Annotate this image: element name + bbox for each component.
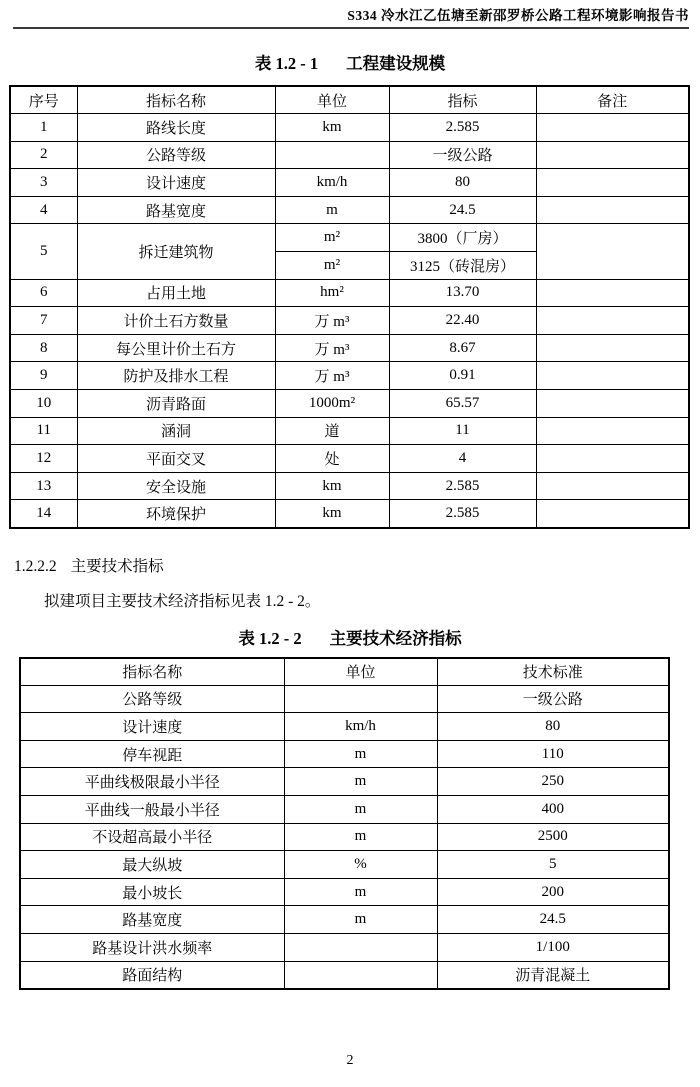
cell-value: 沥青混凝土	[437, 961, 669, 989]
cell-unit: 道	[275, 417, 389, 445]
table-row	[20, 740, 669, 768]
cell-unit	[275, 141, 389, 169]
table-row	[20, 823, 669, 851]
cell-name: 涵洞	[77, 417, 275, 445]
cell-value: 11	[389, 417, 536, 445]
header-cell-unit: 单位	[275, 86, 389, 114]
cell-name: 平曲线极限最小半径	[20, 768, 284, 796]
header-cell-unit: 单位	[284, 658, 437, 686]
cell-unit: km/h	[275, 169, 389, 197]
cell-unit: km/h	[284, 713, 437, 741]
cell-value: 13.70	[389, 279, 536, 307]
cell-name: 环境保护	[77, 500, 275, 528]
cell-no: 13	[10, 472, 77, 500]
cell-value: 1/100	[437, 933, 669, 961]
cell-value: 2500	[437, 823, 669, 851]
table-row	[20, 961, 669, 989]
cell-unit: km	[275, 500, 389, 528]
cell-unit	[284, 933, 437, 961]
table1-title-label: 表 1.2 - 1	[254, 54, 319, 73]
table-row	[20, 906, 669, 934]
table-row	[10, 390, 689, 418]
cell-value: 250	[437, 768, 669, 796]
table-row	[20, 851, 669, 879]
cell-note	[536, 445, 689, 473]
cell-unit: km	[275, 114, 389, 142]
cell-unit: 万 m³	[275, 362, 389, 390]
table-row	[20, 685, 669, 713]
cell-no: 5	[10, 224, 77, 279]
body-paragraph: 拟建项目主要技术经济指标见表 1.2 - 2。	[44, 592, 321, 610]
table-row	[10, 196, 689, 224]
cell-value: 110	[437, 740, 669, 768]
table-row	[10, 307, 689, 335]
table1-header-row	[10, 86, 689, 114]
table-row	[20, 795, 669, 823]
cell-value: 200	[437, 878, 669, 906]
cell-no: 6	[10, 279, 77, 307]
cell-value: 0.91	[389, 362, 536, 390]
table2-title	[0, 625, 700, 649]
cell-name: 公路等级	[20, 685, 284, 713]
report-header	[13, 4, 689, 29]
table-row	[10, 417, 689, 445]
cell-unit: 处	[275, 445, 389, 473]
table2-title-label: 表 1.2 - 2	[238, 628, 302, 648]
cell-name: 路基宽度	[77, 196, 275, 224]
cell-name: 路面结构	[20, 961, 284, 989]
table1-title-text: 工程建设规模	[346, 54, 446, 73]
cell-note	[536, 114, 689, 142]
cell-note	[536, 362, 689, 390]
cell-value: 2.585	[389, 472, 536, 500]
cell-value: 8.67	[389, 334, 536, 362]
cell-value: 400	[437, 795, 669, 823]
cell-unit: m	[284, 740, 437, 768]
section-heading-text: 主要技术指标	[70, 557, 164, 575]
cell-name: 最大纵坡	[20, 851, 284, 879]
cell-no: 2	[10, 141, 77, 169]
cell-no: 8	[10, 334, 77, 362]
header-cell-value: 指标	[389, 86, 536, 114]
cell-name: 防护及排水工程	[77, 362, 275, 390]
table-row	[10, 472, 689, 500]
cell-unit: m	[284, 878, 437, 906]
cell-unit: %	[284, 851, 437, 879]
cell-value: 24.5	[437, 906, 669, 934]
header-cell-standard: 技术标准	[437, 658, 669, 686]
cell-no: 4	[10, 196, 77, 224]
cell-value: 24.5	[389, 196, 536, 224]
cell-note	[536, 472, 689, 500]
cell-unit: 万 m³	[275, 334, 389, 362]
cell-name: 平曲线一般最小半径	[20, 795, 284, 823]
cell-no: 7	[10, 307, 77, 335]
cell-name: 平面交叉	[77, 445, 275, 473]
cell-no: 3	[10, 169, 77, 197]
cell-name: 计价土石方数量	[77, 307, 275, 335]
cell-value: 80	[389, 169, 536, 197]
table1-title	[0, 50, 700, 74]
table-row	[20, 768, 669, 796]
table-row	[10, 500, 689, 528]
header-cell-name: 指标名称	[20, 658, 284, 686]
cell-name: 路基设计洪水频率	[20, 933, 284, 961]
table-technical-indicators	[19, 657, 670, 990]
cell-value: 2.585	[389, 114, 536, 142]
cell-name: 公路等级	[77, 141, 275, 169]
cell-name: 占用土地	[77, 279, 275, 307]
section-heading	[14, 554, 700, 576]
table-row-merged-top	[10, 224, 689, 252]
cell-name: 沥青路面	[77, 390, 275, 418]
cell-name: 路基宽度	[20, 906, 284, 934]
cell-no: 11	[10, 417, 77, 445]
cell-name: 路线长度	[77, 114, 275, 142]
table-row	[10, 362, 689, 390]
table-row	[20, 933, 669, 961]
table-row	[20, 713, 669, 741]
page-number: 2	[346, 1053, 354, 1068]
cell-value: 80	[437, 713, 669, 741]
cell-value: 4	[389, 445, 536, 473]
cell-name: 最小坡长	[20, 878, 284, 906]
cell-unit: m²	[275, 252, 389, 280]
cell-name: 设计速度	[77, 169, 275, 197]
cell-no: 14	[10, 500, 77, 528]
cell-note	[536, 279, 689, 307]
cell-value: 一级公路	[389, 141, 536, 169]
cell-value: 3125（砖混房）	[389, 252, 536, 280]
cell-no: 1	[10, 114, 77, 142]
cell-value: 65.57	[389, 390, 536, 418]
cell-unit	[284, 685, 437, 713]
table-row	[10, 445, 689, 473]
cell-value: 2.585	[389, 500, 536, 528]
cell-name: 拆迁建筑物	[77, 224, 275, 279]
report-header-text: S334 冷水江乙伍塘至新邵罗桥公路工程环境影响报告书	[347, 8, 689, 23]
cell-unit: hm²	[275, 279, 389, 307]
header-cell-no: 序号	[10, 86, 77, 114]
cell-value: 3800（厂房）	[389, 224, 536, 252]
cell-note	[536, 417, 689, 445]
cell-note	[536, 390, 689, 418]
cell-note	[536, 141, 689, 169]
cell-no: 10	[10, 390, 77, 418]
cell-no: 12	[10, 445, 77, 473]
table-row	[10, 169, 689, 197]
header-cell-note: 备注	[536, 86, 689, 114]
header-cell-name: 指标名称	[77, 86, 275, 114]
cell-unit: 1000m²	[275, 390, 389, 418]
table-row	[10, 279, 689, 307]
table-row	[20, 878, 669, 906]
table-row	[10, 334, 689, 362]
cell-note	[536, 224, 689, 279]
cell-note	[536, 334, 689, 362]
cell-note	[536, 196, 689, 224]
cell-note	[536, 169, 689, 197]
cell-name: 不设超高最小半径	[20, 823, 284, 851]
cell-unit	[284, 961, 437, 989]
cell-note	[536, 307, 689, 335]
cell-name: 设计速度	[20, 713, 284, 741]
cell-unit: m	[284, 795, 437, 823]
cell-unit: 万 m³	[275, 307, 389, 335]
table2-header-row	[20, 658, 669, 686]
cell-note	[536, 500, 689, 528]
section-number: 1.2.2.2	[14, 557, 57, 575]
table-row	[10, 141, 689, 169]
table2-title-text: 主要技术经济指标	[329, 628, 462, 648]
cell-value: 一级公路	[437, 685, 669, 713]
cell-name: 停车视距	[20, 740, 284, 768]
cell-value: 22.40	[389, 307, 536, 335]
cell-unit: m	[284, 823, 437, 851]
cell-unit: m²	[275, 224, 389, 252]
cell-unit: m	[284, 768, 437, 796]
cell-name: 每公里计价土石方	[77, 334, 275, 362]
cell-unit: km	[275, 472, 389, 500]
cell-name: 安全设施	[77, 472, 275, 500]
table-project-scale	[9, 85, 690, 529]
cell-unit: m	[284, 906, 437, 934]
cell-no: 9	[10, 362, 77, 390]
cell-value: 5	[437, 851, 669, 879]
table-row	[10, 114, 689, 142]
cell-unit: m	[275, 196, 389, 224]
